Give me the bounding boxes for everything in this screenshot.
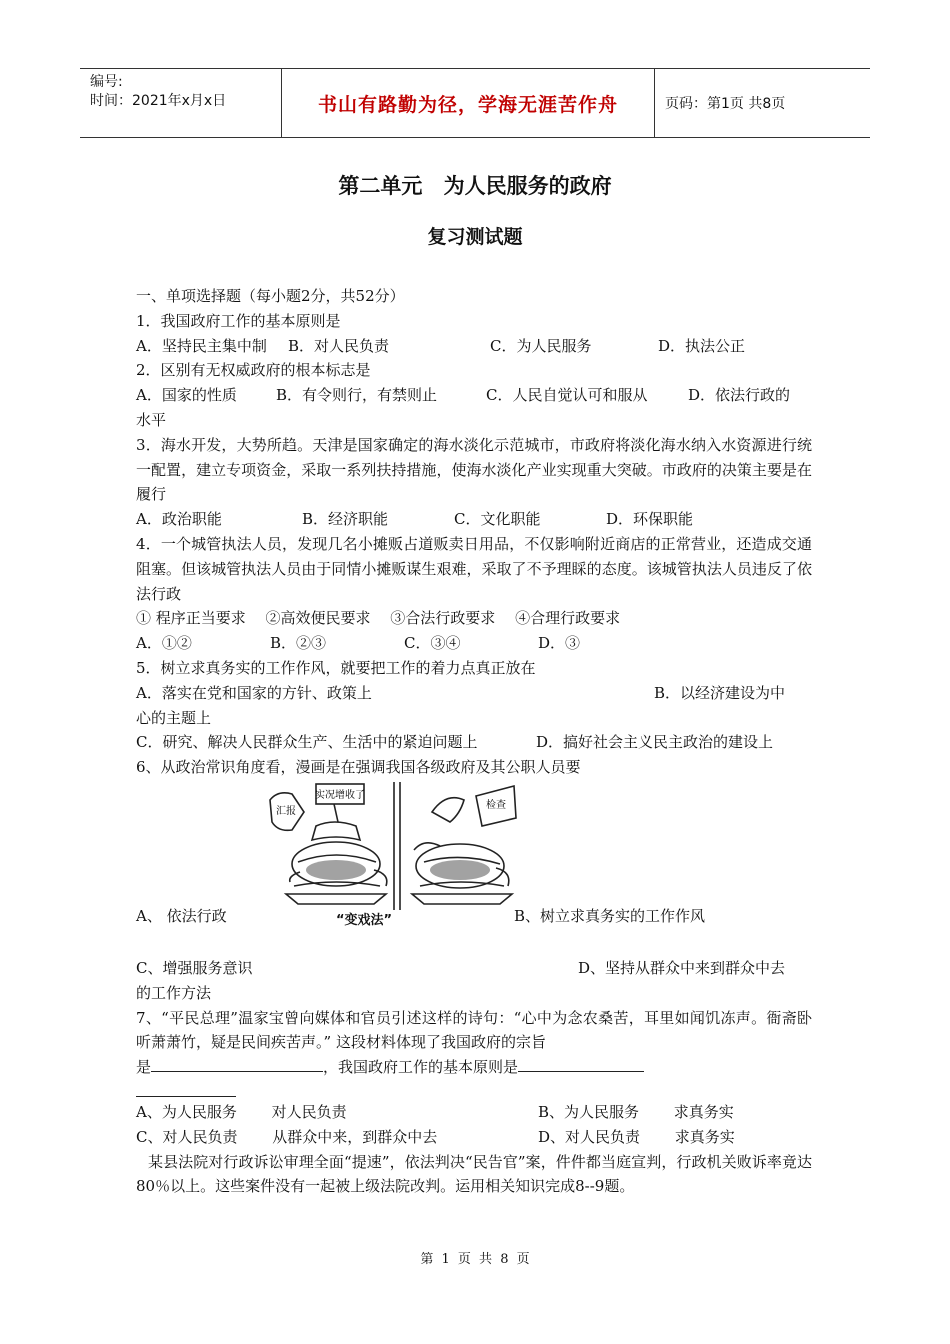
q6-stem: 6、从政治常识角度看，漫画是在强调我国各级政府及其公职人员要 <box>136 758 581 777</box>
q5-option-d: D．搞好社会主义民主政治的建设上 <box>536 733 774 752</box>
q7-answer-blank-1[interactable] <box>151 1055 323 1072</box>
q2-option-c: C．人民自觉认可和服从 <box>486 386 648 405</box>
q3-option-c: C．文化职能 <box>454 510 541 529</box>
q2-option-d-cont: 水平 <box>136 410 167 429</box>
time-label: 时间：2021年x月x日 <box>90 93 227 109</box>
q1-option-b: B．对人民负责 <box>288 336 390 355</box>
q6-option-a: A、 依法行政 <box>136 906 227 925</box>
q6-option-d-cont: 的工作方法 <box>136 983 212 1002</box>
q7-line-mid: ，我国政府工作的基本原则是 <box>323 1058 519 1077</box>
q6-cartoon-row <box>136 780 812 956</box>
q6-options-cd <box>136 956 812 981</box>
q6-option-d: D、坚持从群众中来到群众中去 <box>578 958 786 977</box>
q4-stem: 4．一个城管执法人员，发现几名小摊贩占道贩卖日用品，不仅影响附近商店的正常营业，还造成交通阻塞。但该城管执法人员由于同情小摊贩谋生艰难，采取了不予理睬的态度。该城管执法人员违反了依法行政 <box>136 534 812 603</box>
header-meta <box>80 69 282 137</box>
header-motto: 书山有路勤为径，学海无涯苦作舟 <box>282 69 655 137</box>
doc-title: 第二单元 为人民服务的政府 <box>338 174 612 198</box>
q6-option-c: C、增强服务意识 <box>136 958 253 977</box>
q1-option-d: D．执法公正 <box>658 336 746 355</box>
q2-option-d: D．依法行政的 <box>688 386 791 405</box>
section-heading: 一、单项选择题（每小题2分，共52分） <box>136 287 405 305</box>
q7-blank-line <box>136 1055 812 1080</box>
q7-option-b: B、为人民服务 求真务实 <box>538 1102 734 1121</box>
cartoon-hat-left: 汇报 <box>276 805 296 817</box>
header-page-info: 页码：第1页 共8页 <box>665 96 786 112</box>
q4-options <box>136 631 812 656</box>
cartoon-caption: “变戏法” <box>336 912 393 928</box>
q7-stem: 7、“平民总理”温家宝曾向媒体和官员引述这样的诗句：“心中为念农桑苦，耳里如闻饥冻声。衙斋卧听萧萧竹，疑是民间疾苦声。” 这段材料体现了我国政府的宗旨 <box>136 1008 812 1052</box>
cartoon-sign-left: 实况增收了 <box>315 789 365 801</box>
question-content <box>136 284 812 1199</box>
q7-option-d: D、对人民负责 求真务实 <box>538 1127 735 1146</box>
q3-stem: 3．海水开发，大势所趋。天津是国家确定的海水淡化示范城市，市政府将淡化海水纳入水资源进行统一配置，建立专项资金，采取一系列扶持措施，使海水淡化产业实现重大突破。市政府的决策主要是在履行 <box>136 435 812 504</box>
q3-option-a: A．政治职能 <box>136 510 222 529</box>
q4-option-c: C．③④ <box>404 634 461 653</box>
q2-stem: 2．区别有无权威政府的根本标志是 <box>136 361 371 380</box>
q5-stem: 5．树立求真务实的工作作风，就要把工作的着力点真正放在 <box>136 658 536 677</box>
page-footer: 第 1 页 共 8 页 <box>420 1252 530 1267</box>
cartoon-illustration <box>264 782 522 922</box>
q3-options <box>136 507 812 532</box>
number-label: 编号: <box>90 74 123 90</box>
q4-option-b: B．②③ <box>270 634 327 653</box>
cartoon-hat-right: 检查 <box>486 799 506 811</box>
header-table <box>80 68 870 138</box>
q4-option-d: D．③ <box>538 634 581 653</box>
q5-option-b: B．以经济建设为中 <box>654 683 786 702</box>
q7-answer-blank-2[interactable] <box>518 1055 644 1072</box>
q6-option-b: B、树立求真务实的工作作风 <box>514 906 706 925</box>
material-paragraph: 某县法院对行政诉讼审理全面“提速”，依法判决“民告官”案，件件都当庭宣判，行政机关败诉率竟达80％以上。这些案件没有一起被上级法院改判。运用相关知识完成8--9题。 <box>136 1152 812 1196</box>
q5-option-c: C．研究、解决人民群众生产、生活中的紧迫问题上 <box>136 733 478 752</box>
q1-option-a: A．坚持民主集中制 <box>136 336 267 355</box>
q4-items: ① 程序正当要求 ②高效便民要求 ③合法行政要求 ④合理行政要求 <box>136 609 621 628</box>
q4-option-a: A．①② <box>136 634 192 653</box>
q5-options-cd <box>136 730 812 755</box>
q7-option-a: A、为人民服务 对人民负责 <box>136 1102 347 1121</box>
q7-options-cd <box>136 1125 812 1150</box>
q7-option-c: C、对人民负责 从群众中来，到群众中去 <box>136 1127 438 1146</box>
q5-option-b-cont: 心的主题上 <box>136 708 212 727</box>
doc-subtitle: 复习测试题 <box>427 226 523 248</box>
q1-option-c: C．为人民服务 <box>490 336 592 355</box>
q2-options <box>136 383 812 408</box>
q5-options-ab <box>136 681 812 706</box>
q3-option-d: D．环保职能 <box>606 510 694 529</box>
q5-option-a: A．落实在党和国家的方针、政策上 <box>136 683 372 702</box>
q3-option-b: B．经济职能 <box>302 510 389 529</box>
q7-line-start: 是 <box>136 1058 152 1077</box>
q7-blank-cont <box>136 1080 812 1100</box>
q2-option-a: A．国家的性质 <box>136 386 237 405</box>
q7-options-ab <box>136 1100 812 1125</box>
q2-option-b: B．有令则行，有禁则止 <box>276 386 438 405</box>
q1-stem: 1．我国政府工作的基本原则是 <box>136 311 341 330</box>
q7-answer-blank-3[interactable] <box>136 1080 236 1097</box>
q1-options <box>136 334 812 359</box>
